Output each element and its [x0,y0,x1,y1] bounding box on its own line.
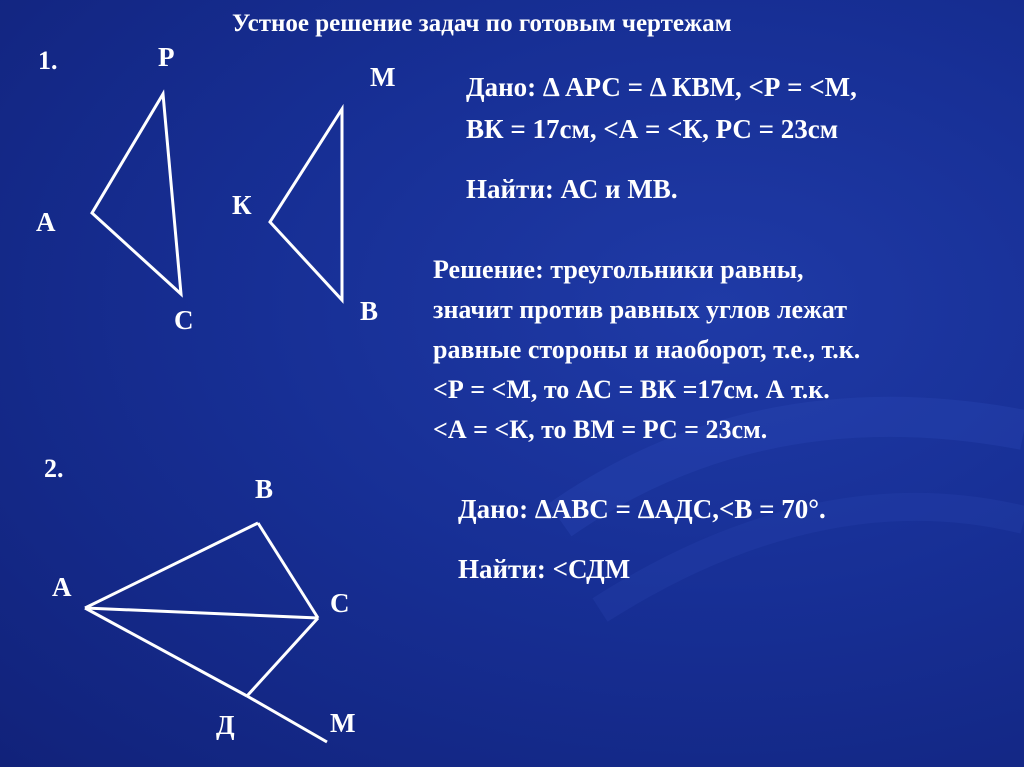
segment-ab [85,523,258,608]
solution-line: <Р = <М, то АС = ВК =17см. А т.к. [433,375,830,404]
segment-dm [247,696,327,742]
page-title: Устное решение задач по готовым чертежам [232,10,732,37]
label-b2: В [255,474,274,504]
problem-2-number: 2. [44,454,64,483]
label-m: М [370,62,396,92]
label-p: Р [158,42,175,72]
segment-cd [247,618,318,696]
problem-1-number: 1. [38,46,58,75]
problem-1-given-line1: Дано: Δ АРС = Δ КВМ, <Р = <М, [466,72,857,102]
label-a2: А [52,572,72,602]
label-m2: М [330,708,356,738]
problem-1-find: Найти: АС и МВ. [466,174,678,204]
solution-line: <А = <К, то ВМ = РС = 23см. [433,415,768,444]
solution-line: значит против равных углов лежат [433,295,848,324]
segment-ad [85,608,247,696]
label-c: С [174,305,194,335]
segment-bc [258,523,318,618]
solution-line: Решение: треугольники равны, [433,255,804,284]
label-b: В [360,296,379,326]
label-d2: Д [216,710,235,740]
problem-1-given-line2: ВК = 17см, <А = <К, РС = 23см [466,114,839,144]
segment-ac [85,608,318,618]
label-c2: С [330,588,350,618]
problem-2-given: Дано: ΔАВС = ΔАДС,<В = 70°. [458,494,826,524]
label-k: К [232,190,252,220]
label-a: А [36,207,56,237]
solution-line: равные стороны и наоборот, т.е., т.к. [433,335,861,364]
problem-2-find: Найти: <СДМ [458,554,631,584]
